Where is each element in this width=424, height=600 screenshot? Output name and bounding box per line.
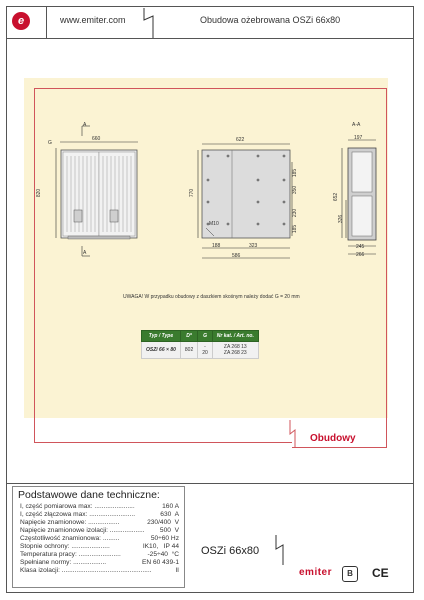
type-table-header: Typ / Type — [142, 331, 181, 342]
catalog-number: ZA 268 13 — [223, 344, 247, 350]
footer-divider — [6, 483, 414, 484]
front-height-label: 820 — [36, 188, 43, 198]
type-table — [141, 330, 259, 359]
brand-name: emiter — [299, 567, 333, 578]
emiter-logo-icon: e — [12, 12, 30, 30]
cert-b-icon: B — [342, 566, 358, 582]
front-g-label: G — [48, 140, 52, 146]
spec-value: -25÷40 °C — [147, 551, 179, 558]
spec-value: 160 A — [162, 503, 179, 510]
front-width-label: 660 — [92, 136, 101, 142]
ce-mark: CE — [372, 566, 389, 580]
type-table-header: D* — [180, 331, 197, 342]
back-seg-2: 350 — [292, 185, 299, 195]
spec-label: Spełniane normy: .................. — [20, 559, 107, 566]
back-seg-4: 185 — [292, 224, 299, 234]
model-name: OSZi 66x80 — [201, 545, 260, 557]
back-seg-1: 185 — [292, 168, 299, 178]
spec-label: Napięcie znamionowe: ................. — [20, 519, 120, 526]
table-row — [142, 342, 259, 359]
back-seg-3: 230 — [292, 208, 299, 218]
spec-title: Podstawowe dane techniczne: — [18, 489, 160, 501]
type-cell: OSZi 66 × 80 — [142, 342, 181, 359]
spec-value: II — [175, 567, 179, 574]
website-link[interactable]: www.emiter.com — [60, 15, 126, 25]
d-cell: 802 — [180, 342, 197, 359]
front-section-label-top: A — [83, 122, 87, 128]
spec-label: Napięcie znamionowe izolacji: ................... — [20, 527, 145, 534]
back-width-label: 622 — [236, 137, 245, 143]
spec-value: 50÷60 Hz — [150, 535, 179, 542]
red-frame-right — [386, 88, 387, 448]
side-inner-label: 326 — [338, 214, 345, 224]
spec-value: 230/400 V — [147, 519, 179, 526]
type-table-header: G — [198, 331, 213, 342]
type-table-header: Nr kat. / Art. no. — [212, 331, 258, 342]
spec-value: IK10, IP 44 — [142, 543, 179, 550]
spec-label: Częstotliwość znamionowa: ......... — [20, 535, 120, 542]
g-value: 20 — [202, 350, 208, 356]
back-view-drawing — [188, 140, 300, 266]
side-bottom-label-2: 266 — [356, 252, 365, 258]
note-text: UWAGA! W przypadku obudowy z daszkiem skośnym należy dodać G = 20 mm — [123, 294, 300, 300]
brand-logo — [299, 567, 332, 578]
catalog-number: ZA 268 23 — [223, 350, 247, 356]
bolt-label: M10 — [209, 221, 219, 227]
back-total-bottom-label: 586 — [232, 253, 241, 259]
frame-break-icon — [285, 420, 299, 450]
back-height-label: 770 — [189, 188, 196, 198]
red-frame-bottom — [34, 442, 292, 443]
spec-label: Temperatura pracy: ....................... — [20, 551, 121, 558]
red-frame-bottom-right — [292, 447, 386, 448]
category-label: Obudowy — [310, 433, 356, 444]
spec-value: 500 V — [159, 527, 179, 534]
header-logo-divider — [46, 6, 47, 38]
spec-label: I, część złączowa max: ......................... — [20, 511, 136, 518]
spec-label: I, część pomiarowa max: ...................... — [20, 503, 135, 510]
back-bottom-label-1: 188 — [212, 243, 221, 249]
spec-value: 630 A — [160, 511, 179, 518]
side-section-label: A-A — [352, 122, 361, 128]
spec-value: EN 60 439-1 — [141, 559, 179, 566]
spec-label: Stopnie ochrony: ..................... — [20, 543, 110, 550]
header-break-icon — [142, 8, 156, 38]
back-bottom-label-2: 323 — [249, 243, 258, 249]
page-title: Obudowa ożebrowana OSZi 66x80 — [200, 15, 341, 25]
type-table-header-row — [142, 331, 259, 342]
front-section-label-bottom: A — [83, 250, 87, 256]
side-top-label: 197 — [354, 135, 363, 141]
header-divider — [6, 38, 414, 39]
g-cell — [198, 342, 213, 359]
nr-cell — [212, 342, 258, 359]
footer-break-icon — [273, 535, 287, 565]
side-bottom-label-1: 245 — [356, 244, 365, 250]
g-value: - — [204, 344, 206, 350]
side-height-label: 652 — [333, 192, 340, 202]
spec-label: Klasa izolacji: ................................................. — [20, 567, 152, 574]
